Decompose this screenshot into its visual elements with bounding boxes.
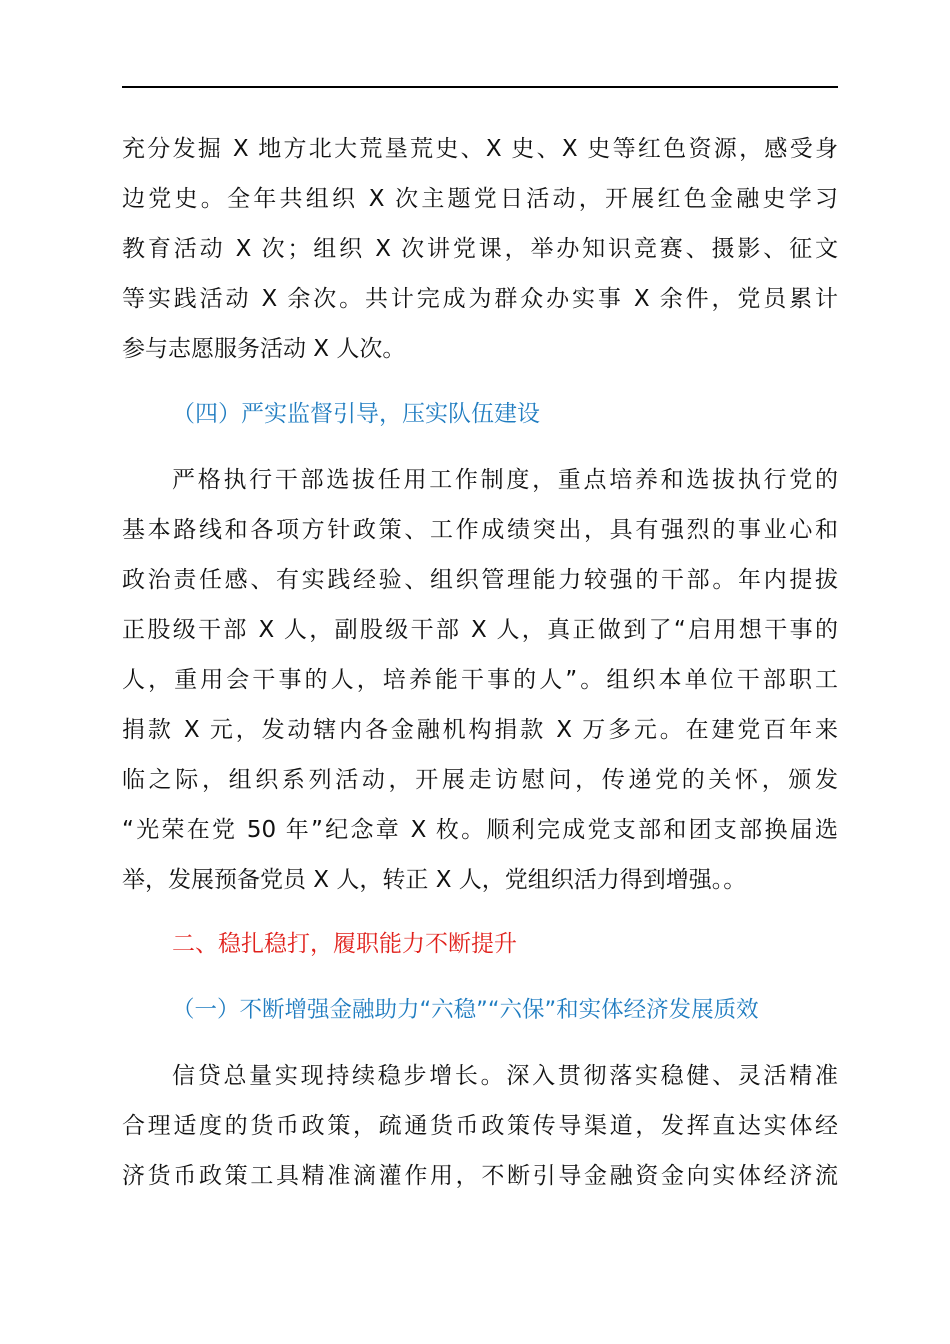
paragraph-line: 临之际，组织系列活动，开展走访慰问，传递党的关怀，颁发	[122, 767, 838, 793]
section-heading: 二、稳扎稳打，履职能力不断提升	[172, 931, 517, 957]
paragraph-line: 正股级干部 X 人，副股级干部 X 人，真正做到了“启用想干事的	[122, 617, 838, 643]
paragraph-line: “光荣在党 50 年”纪念章 X 枚。顺利完成党支部和团支部换届选	[122, 817, 838, 843]
subsection-heading: （一）不断增强金融助力“六稳”“六保”和实体经济发展质效	[172, 997, 759, 1023]
paragraph-line: 边党史。全年共组织 X 次主题党日活动，开展红色金融史学习	[122, 186, 838, 212]
subsection-heading: （四）严实监督引导，压实队伍建设	[172, 401, 540, 427]
paragraph-line: 严格执行干部选拔任用工作制度，重点培养和选拔执行党的	[172, 467, 838, 493]
paragraph-line: 教育活动 X 次；组织 X 次讲党课，举办知识竞赛、摄影、征文	[122, 236, 838, 262]
paragraph-line: 基本路线和各项方针政策、工作成绩突出，具有强烈的事业心和	[122, 517, 838, 543]
paragraph-line: 济货币政策工具精准滴灌作用，不断引导金融资金向实体经济流	[122, 1163, 838, 1189]
paragraph-line: 合理适度的货币政策，疏通货币政策传导渠道，发挥直达实体经	[122, 1113, 838, 1139]
paragraph-line: 信贷总量实现持续稳步增长。深入贯彻落实稳健、灵活精准	[172, 1063, 838, 1089]
paragraph-line: 等实践活动 X 余次。共计完成为群众办实事 X 余件，党员累计	[122, 286, 838, 312]
paragraph-line: 人，重用会干事的人，培养能干事的人”。组织本单位干部职工	[122, 667, 838, 693]
header-rule	[122, 86, 838, 88]
paragraph-line: 捐款 X 元，发动辖内各金融机构捐款 X 万多元。在建党百年来	[122, 717, 838, 743]
paragraph-line: 参与志愿服务活动 X 人次。	[122, 336, 406, 362]
paragraph-line: 政治责任感、有实践经验、组织管理能力较强的干部。年内提拔	[122, 567, 838, 593]
paragraph-line: 充分发掘 X 地方北大荒垦荒史、X 史、X 史等红色资源，感受身	[122, 136, 838, 162]
paragraph-line: 举，发展预备党员 X 人，转正 X 人，党组织活力得到增强。。	[122, 867, 747, 893]
